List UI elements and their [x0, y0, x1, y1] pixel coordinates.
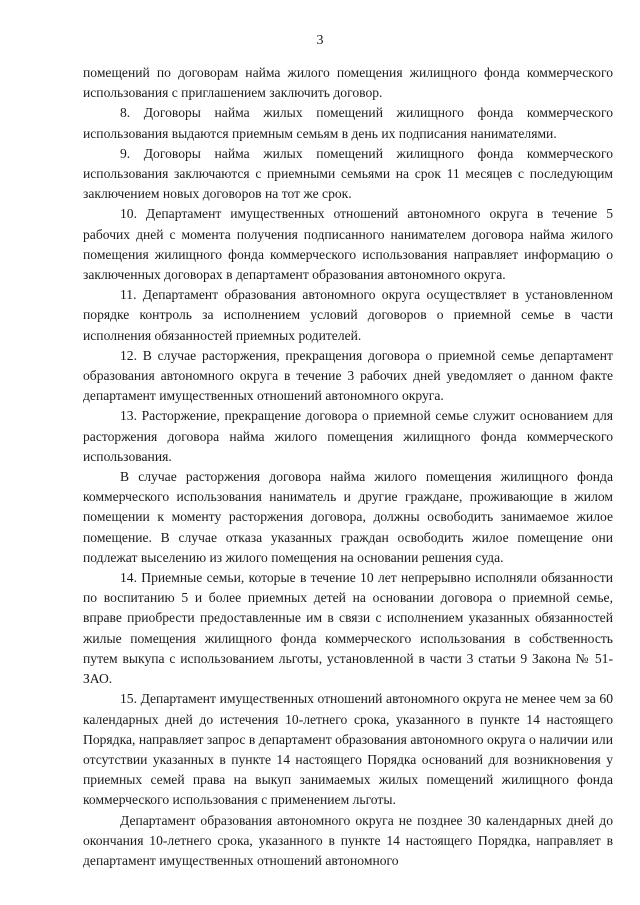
paragraph-item-8: 8. Договоры найма жилых помещений жилищного фонда коммерческого использования выдаются приемным семьям в день их подписания нанимателями.	[83, 105, 613, 141]
paragraph-item-15: 15. Департамент имущественных отношений автономного округа не менее чем за 60 календарных дней до истечения 10-летнего срока, указанного в пункте 14 настоящего Порядка, направляет запрос в департамент образования автономного округа о наличии или отсутствии указанных в пункте 14 настоящего Порядка оснований для возникновения у приемных семей права на выкуп занимаемых жилых помещений жилищного фонда коммерческого использования с применением льготы.	[83, 691, 613, 808]
paragraph-continuation: помещений по договорам найма жилого помещения жилищного фонда коммерческого использования с приглашением заключить договор.	[83, 65, 613, 101]
document-body	[83, 63, 613, 871]
paragraph-item-11: 11. Департамент образования автономного округа осуществляет в установленном порядке контроль за исполнением условий договоров о приемной семье в части исполнения обязанностей приемных родителей.	[83, 287, 613, 343]
paragraph-item-10: 10. Департамент имущественных отношений автономного округа в течение 5 рабочих дней с момента получения подписанного нанимателем договора найма жилого помещения жилищного фонда коммерческого использования направляет информацию о заключенных договорах в департамент образования автономного округа.	[83, 206, 613, 283]
paragraph-item-14: 14. Приемные семьи, которые в течение 10 лет непрерывно исполняли обязанности по воспитанию 5 и более приемных детей на основании договора о приемной семье, вправе приобрести предоставленные им в связи с исполнением указанных обязанностей жилые помещения жилищного фонда коммерческого использования в собственность путем выкупа с использованием льготы, установленной в части 3 статьи 9 Закона № 51-ЗАО.	[83, 570, 613, 687]
paragraph-item-15-cont: Департамент образования автономного округа не позднее 30 календарных дней до окончания 10-летнего срока, указанного в пункте 14 настоящего Порядка, направляет в департамент имущественных отношений автономного	[83, 812, 613, 868]
paragraph-item-13: 13. Расторжение, прекращение договора о приемной семье служит основанием для расторжения договора найма жилого помещения жилищного фонда коммерческого использования.	[83, 408, 613, 464]
page-number: 3	[316, 33, 324, 48]
paragraph-item-12: 12. В случае расторжения, прекращения договора о приемной семье департамент образования автономного округа в течение 3 рабочих дней уведомляет о данном факте департамент имущественных отношений автономного округа.	[83, 347, 613, 404]
paragraph-item-13-cont: В случае расторжения договора найма жилого помещения жилищного фонда коммерческого использования наниматель и другие граждане, проживающие в жилом помещении к моменту расторжения договора, должны освободить занимаемое жилое помещение. В случае отказа указанных граждан освободить жилое помещение они подлежат выселению из жилого помещения на основании решения суда.	[83, 469, 613, 565]
paragraph-item-9: 9. Договоры найма жилых помещений жилищного фонда коммерческого использования заключаются с приемными семьями на срок 11 месяцев с последующим заключением новых договоров на тот же срок.	[83, 145, 613, 202]
